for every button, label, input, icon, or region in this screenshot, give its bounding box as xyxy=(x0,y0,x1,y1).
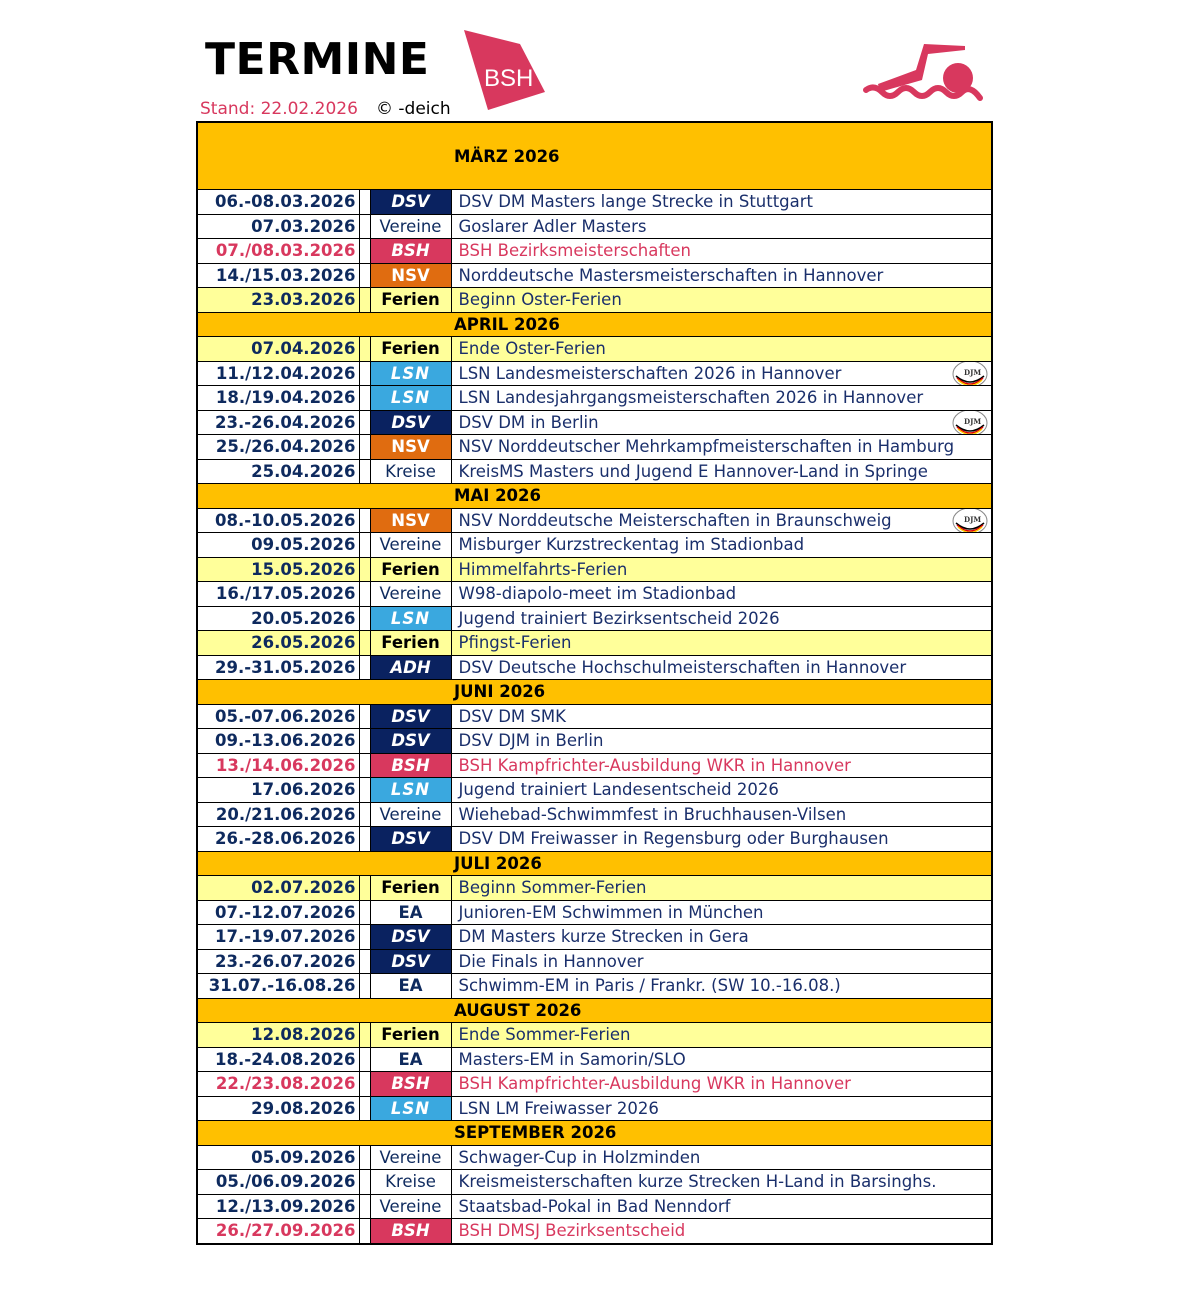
event-date: 26.05.2026 xyxy=(197,631,359,656)
event-date: 23.-26.07.2026 xyxy=(197,949,359,974)
event-row xyxy=(197,533,992,558)
event-description xyxy=(451,655,992,680)
month-label: MÄRZ 2026 xyxy=(197,122,992,190)
event-description-text: NSV Norddeutscher Mehrkampfmeisterschaften in Hamburg xyxy=(458,437,955,457)
organizer-badge: DSV xyxy=(370,704,451,729)
spacer-cell xyxy=(359,361,370,386)
swimmer-icon xyxy=(860,40,986,108)
event-row xyxy=(197,263,992,288)
event-description-text: Ende Oster-Ferien xyxy=(458,339,606,359)
event-date: 11./12.04.2026 xyxy=(197,361,359,386)
spacer-cell xyxy=(359,386,370,411)
event-row xyxy=(197,1194,992,1219)
month-header xyxy=(197,312,992,337)
event-description-text: NSV Norddeutsche Meisterschaften in Braunschweig xyxy=(458,510,892,530)
spacer-cell xyxy=(359,655,370,680)
event-description xyxy=(451,827,992,852)
organizer-badge: NSV xyxy=(370,508,451,533)
event-row xyxy=(197,508,992,533)
event-row xyxy=(197,386,992,411)
event-date: 06.-08.03.2026 xyxy=(197,190,359,215)
event-date: 29.-31.05.2026 xyxy=(197,655,359,680)
month-label: SEPTEMBER 2026 xyxy=(197,1121,992,1146)
event-row xyxy=(197,1145,992,1170)
organizer-badge: DSV xyxy=(370,827,451,852)
event-description-text: LSN LM Freiwasser 2026 xyxy=(458,1098,659,1118)
spacer-cell xyxy=(359,925,370,950)
spacer-cell xyxy=(359,1072,370,1097)
event-description-text: Junioren-EM Schwimmen in München xyxy=(458,902,764,922)
event-date: 09.-13.06.2026 xyxy=(197,729,359,754)
spacer-cell xyxy=(359,508,370,533)
event-row xyxy=(197,925,992,950)
spacer-cell xyxy=(359,557,370,582)
month-label: AUGUST 2026 xyxy=(197,998,992,1023)
spacer-cell xyxy=(359,606,370,631)
event-row xyxy=(197,435,992,460)
event-description xyxy=(451,1170,992,1195)
djm-badge-icon xyxy=(951,410,989,435)
event-row xyxy=(197,827,992,852)
spacer-cell xyxy=(359,802,370,827)
month-header xyxy=(197,1121,992,1146)
event-description-text: Kreismeisterschaften kurze Strecken H-Land in Barsinghs. xyxy=(458,1172,937,1192)
organizer-badge: Vereine xyxy=(370,214,451,239)
event-date: 18.-24.08.2026 xyxy=(197,1047,359,1072)
event-description-text: BSH Bezirksmeisterschaften xyxy=(458,241,691,261)
organizer-badge: LSN xyxy=(370,1096,451,1121)
event-date: 18./19.04.2026 xyxy=(197,386,359,411)
spacer-cell xyxy=(359,1047,370,1072)
event-date: 29.08.2026 xyxy=(197,1096,359,1121)
spacer-cell xyxy=(359,876,370,901)
organizer-badge: DSV xyxy=(370,949,451,974)
spacer-cell xyxy=(359,729,370,754)
event-row xyxy=(197,337,992,362)
event-row xyxy=(197,1170,992,1195)
organizer-badge: Vereine xyxy=(370,802,451,827)
event-description-text: Beginn Sommer-Ferien xyxy=(458,878,647,898)
organizer-badge: EA xyxy=(370,974,451,999)
organizer-badge: Vereine xyxy=(370,1194,451,1219)
event-description xyxy=(451,557,992,582)
spacer-cell xyxy=(359,753,370,778)
spacer-cell xyxy=(359,582,370,607)
organizer-badge: Ferien xyxy=(370,876,451,901)
organizer-badge: Ferien xyxy=(370,337,451,362)
month-header xyxy=(197,998,992,1023)
djm-badge-icon xyxy=(951,508,989,533)
event-row xyxy=(197,1047,992,1072)
spacer-cell xyxy=(359,1194,370,1219)
copyright: © -deich xyxy=(376,99,451,119)
event-description-text: DSV DM Freiwasser in Regensburg oder Burghausen xyxy=(458,829,889,849)
spacer-cell xyxy=(359,974,370,999)
spacer-cell xyxy=(359,337,370,362)
organizer-badge: Ferien xyxy=(370,557,451,582)
event-date: 12./13.09.2026 xyxy=(197,1194,359,1219)
event-date: 22./23.08.2026 xyxy=(197,1072,359,1097)
event-description xyxy=(451,263,992,288)
organizer-badge: Ferien xyxy=(370,631,451,656)
month-label: APRIL 2026 xyxy=(197,312,992,337)
event-date: 26./27.09.2026 xyxy=(197,1219,359,1244)
event-description-text: BSH DMSJ Bezirksentscheid xyxy=(458,1221,686,1241)
spacer-cell xyxy=(359,1096,370,1121)
event-date: 09.05.2026 xyxy=(197,533,359,558)
event-row xyxy=(197,606,992,631)
spacer-cell xyxy=(359,239,370,264)
event-description xyxy=(451,386,992,411)
event-description-text: W98-diapolo-meet im Stadionbad xyxy=(458,584,737,604)
organizer-badge: DSV xyxy=(370,925,451,950)
organizer-badge: LSN xyxy=(370,606,451,631)
event-description-text: Wiehebad-Schwimmfest in Bruchhausen-Vilsen xyxy=(458,804,847,824)
organizer-badge: BSH xyxy=(370,753,451,778)
spacer-cell xyxy=(359,263,370,288)
event-row xyxy=(197,557,992,582)
event-row xyxy=(197,361,992,386)
spacer-cell xyxy=(359,1145,370,1170)
event-description xyxy=(451,974,992,999)
event-description xyxy=(451,239,992,264)
event-row xyxy=(197,239,992,264)
event-description-text: Staatsbad-Pokal in Bad Nenndorf xyxy=(458,1196,731,1216)
event-row xyxy=(197,459,992,484)
event-description-text: Norddeutsche Mastersmeisterschaften in Hannover xyxy=(458,265,884,285)
event-date: 13./14.06.2026 xyxy=(197,753,359,778)
event-description-text: Masters-EM in Samorin/SLO xyxy=(458,1049,686,1069)
event-description xyxy=(451,802,992,827)
event-row xyxy=(197,410,992,435)
bsh-logo-text: BSH xyxy=(484,65,534,92)
spacer-cell xyxy=(359,533,370,558)
organizer-badge: BSH xyxy=(370,1072,451,1097)
spacer-cell xyxy=(359,1170,370,1195)
event-date: 17.-19.07.2026 xyxy=(197,925,359,950)
spacer-cell xyxy=(359,1023,370,1048)
event-description-text: KreisMS Masters und Jugend E Hannover-Land in Springe xyxy=(458,461,928,481)
organizer-badge: LSN xyxy=(370,386,451,411)
event-row xyxy=(197,1219,992,1244)
event-date: 02.07.2026 xyxy=(197,876,359,901)
event-row xyxy=(197,704,992,729)
spacer-cell xyxy=(359,190,370,215)
event-description xyxy=(451,459,992,484)
month-label: MAI 2026 xyxy=(197,484,992,509)
svg-text:DJM: DJM xyxy=(964,416,982,426)
organizer-badge: BSH xyxy=(370,239,451,264)
termine-table xyxy=(196,121,993,1245)
event-date: 07.03.2026 xyxy=(197,214,359,239)
event-description xyxy=(451,631,992,656)
event-description-text: Ende Sommer-Ferien xyxy=(458,1025,631,1045)
organizer-badge: BSH xyxy=(370,1219,451,1244)
event-description-text: Jugend trainiert Landesentscheid 2026 xyxy=(458,780,779,800)
event-description xyxy=(451,288,992,313)
event-row xyxy=(197,190,992,215)
event-description xyxy=(451,533,992,558)
djm-badge-icon xyxy=(951,361,989,386)
event-description-text: DSV DM SMK xyxy=(458,706,566,726)
organizer-badge: DSV xyxy=(370,729,451,754)
organizer-badge: Vereine xyxy=(370,533,451,558)
event-date: 17.06.2026 xyxy=(197,778,359,803)
event-description-text: DSV DM Masters lange Strecke in Stuttgart xyxy=(458,192,814,212)
organizer-badge: Ferien xyxy=(370,1023,451,1048)
spacer-cell xyxy=(359,1219,370,1244)
event-description xyxy=(451,410,992,435)
organizer-badge: NSV xyxy=(370,263,451,288)
event-description-text: DSV DJM in Berlin xyxy=(458,731,604,751)
event-description xyxy=(451,1096,992,1121)
event-date: 31.07.-16.08.26 xyxy=(197,974,359,999)
event-row xyxy=(197,1072,992,1097)
event-row xyxy=(197,876,992,901)
event-row xyxy=(197,582,992,607)
event-row xyxy=(197,655,992,680)
event-description-text: LSN Landesmeisterschaften 2026 in Hannover xyxy=(458,363,842,383)
event-description xyxy=(451,876,992,901)
organizer-badge: EA xyxy=(370,900,451,925)
event-date: 14./15.03.2026 xyxy=(197,263,359,288)
svg-text:DJM: DJM xyxy=(964,367,982,377)
organizer-badge: EA xyxy=(370,1047,451,1072)
event-date: 08.-10.05.2026 xyxy=(197,508,359,533)
event-description xyxy=(451,949,992,974)
organizer-badge: Ferien xyxy=(370,288,451,313)
event-description-text: Goslarer Adler Masters xyxy=(458,216,647,236)
bsh-logo xyxy=(462,30,547,110)
month-header xyxy=(197,680,992,705)
spacer-cell xyxy=(359,704,370,729)
event-date: 12.08.2026 xyxy=(197,1023,359,1048)
svg-text:DJM: DJM xyxy=(964,514,982,524)
event-description-text: Schwimm-EM in Paris / Frankr. (SW 10.-16.08.) xyxy=(458,976,841,996)
event-row xyxy=(197,753,992,778)
event-description xyxy=(451,361,992,386)
organizer-badge: Vereine xyxy=(370,582,451,607)
event-description-text: Die Finals in Hannover xyxy=(458,951,644,971)
event-date: 07./08.03.2026 xyxy=(197,239,359,264)
event-date: 23.03.2026 xyxy=(197,288,359,313)
event-description xyxy=(451,190,992,215)
event-date: 23.-26.04.2026 xyxy=(197,410,359,435)
event-row xyxy=(197,1023,992,1048)
event-description xyxy=(451,337,992,362)
organizer-badge: ADH xyxy=(370,655,451,680)
event-row xyxy=(197,214,992,239)
event-description-text: Schwager-Cup in Holzminden xyxy=(458,1147,701,1167)
organizer-badge: DSV xyxy=(370,190,451,215)
event-row xyxy=(197,631,992,656)
event-description-text: Pfingst-Ferien xyxy=(458,633,572,653)
event-description xyxy=(451,1072,992,1097)
event-description xyxy=(451,900,992,925)
event-date: 05.-07.06.2026 xyxy=(197,704,359,729)
event-description-text: DM Masters kurze Strecken in Gera xyxy=(458,927,749,947)
event-date: 15.05.2026 xyxy=(197,557,359,582)
month-header xyxy=(197,484,992,509)
event-description xyxy=(451,214,992,239)
event-row xyxy=(197,974,992,999)
spacer-cell xyxy=(359,410,370,435)
event-description xyxy=(451,1023,992,1048)
event-description xyxy=(451,582,992,607)
event-row xyxy=(197,949,992,974)
event-description xyxy=(451,1047,992,1072)
month-label: JUNI 2026 xyxy=(197,680,992,705)
event-description-text: LSN Landesjahrgangsmeisterschaften 2026 in Hannover xyxy=(458,388,924,408)
event-date: 16./17.05.2026 xyxy=(197,582,359,607)
spacer-cell xyxy=(359,900,370,925)
event-description-text: DSV Deutsche Hochschulmeisterschaften in Hannover xyxy=(458,657,907,677)
event-description-text: BSH Kampfrichter-Ausbildung WKR in Hannover xyxy=(458,1074,851,1094)
spacer-cell xyxy=(359,214,370,239)
event-description xyxy=(451,729,992,754)
event-row xyxy=(197,1096,992,1121)
organizer-badge: LSN xyxy=(370,778,451,803)
event-date: 25./26.04.2026 xyxy=(197,435,359,460)
event-description xyxy=(451,753,992,778)
event-date: 05.09.2026 xyxy=(197,1145,359,1170)
event-date: 25.04.2026 xyxy=(197,459,359,484)
spacer-cell xyxy=(359,435,370,460)
event-description xyxy=(451,925,992,950)
month-header xyxy=(197,851,992,876)
event-description xyxy=(451,435,992,460)
event-description-text: Beginn Oster-Ferien xyxy=(458,290,622,310)
event-description-text: Misburger Kurzstreckentag im Stadionbad xyxy=(458,535,805,555)
event-description xyxy=(451,1219,992,1244)
month-header xyxy=(197,122,992,190)
event-row xyxy=(197,802,992,827)
spacer-cell xyxy=(359,288,370,313)
event-description-text: DSV DM in Berlin xyxy=(458,412,599,432)
event-description xyxy=(451,704,992,729)
organizer-badge: Kreise xyxy=(370,459,451,484)
event-date: 07.-12.07.2026 xyxy=(197,900,359,925)
event-description xyxy=(451,1194,992,1219)
event-description xyxy=(451,508,992,533)
event-date: 26.-28.06.2026 xyxy=(197,827,359,852)
month-label: JULI 2026 xyxy=(197,851,992,876)
spacer-cell xyxy=(359,949,370,974)
spacer-cell xyxy=(359,778,370,803)
event-row xyxy=(197,288,992,313)
page-title: TERMINE xyxy=(205,34,430,85)
spacer-cell xyxy=(359,631,370,656)
organizer-badge: Vereine xyxy=(370,1145,451,1170)
event-row xyxy=(197,778,992,803)
stand-date: Stand: 22.02.2026 xyxy=(200,99,358,119)
event-row xyxy=(197,900,992,925)
event-date: 05./06.09.2026 xyxy=(197,1170,359,1195)
event-description-text: BSH Kampfrichter-Ausbildung WKR in Hannover xyxy=(458,755,851,775)
spacer-cell xyxy=(359,459,370,484)
event-row xyxy=(197,729,992,754)
event-description-text: Himmelfahrts-Ferien xyxy=(458,559,628,579)
event-description xyxy=(451,606,992,631)
organizer-badge: Kreise xyxy=(370,1170,451,1195)
event-date: 20.05.2026 xyxy=(197,606,359,631)
event-description-text: Jugend trainiert Bezirksentscheid 2026 xyxy=(458,608,780,628)
organizer-badge: DSV xyxy=(370,410,451,435)
event-description xyxy=(451,778,992,803)
organizer-badge: NSV xyxy=(370,435,451,460)
event-date: 20./21.06.2026 xyxy=(197,802,359,827)
spacer-cell xyxy=(359,827,370,852)
event-description xyxy=(451,1145,992,1170)
organizer-badge: LSN xyxy=(370,361,451,386)
event-date: 07.04.2026 xyxy=(197,337,359,362)
